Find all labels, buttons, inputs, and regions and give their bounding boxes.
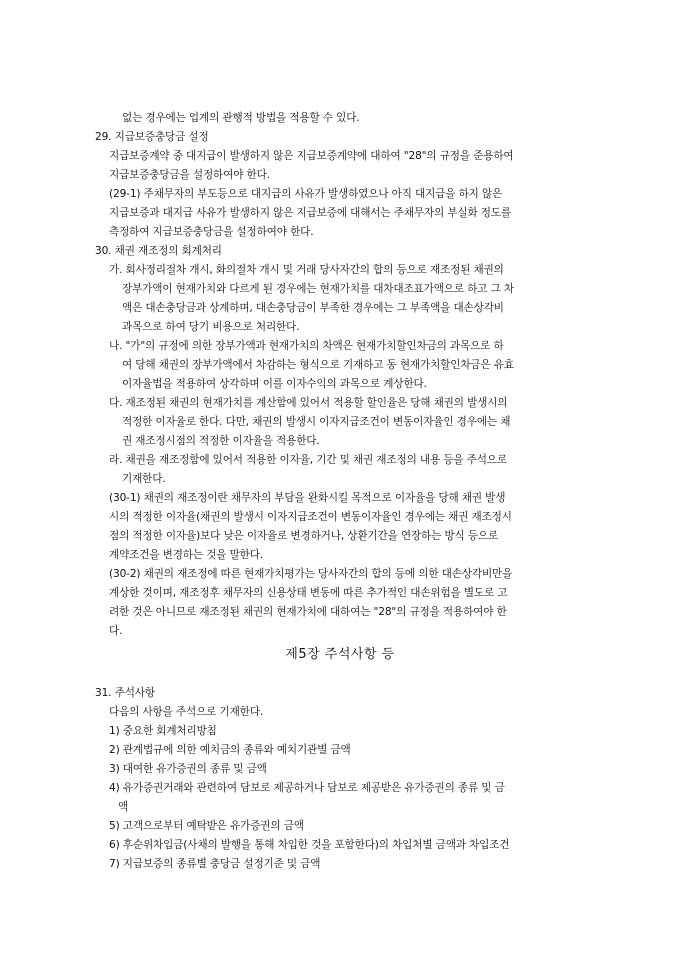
text-line: 려한 것은 아니므로 재조정된 채권의 현재가치에 대하여는 "28"의 규정을 적용하여야 한 xyxy=(109,606,507,618)
text-line: 가. 회사정리절차 개시, 화의절차 개시 및 거래 당사자간의 합의 등으로 재조정된 채권의 xyxy=(109,264,504,276)
list-item: 1) 중요한 회계처리방침 xyxy=(109,725,217,737)
list-item: 6) 후순위차입금(사채의 발행을 통해 차입한 것을 포함한다)의 차입처별 금액과 차입조건 xyxy=(109,839,510,851)
section-heading: 31. 주석사항 xyxy=(95,687,155,699)
chapter-title: 제5장 주석사항 등 xyxy=(285,647,395,662)
text-line: 다. xyxy=(109,625,123,637)
text-line: 나. "가"의 규정에 의한 장부가액과 현재가치의 차액은 현재가치할인차금의 과목으로 하 xyxy=(109,340,504,352)
text-line: 지급보증과 대지급 사유가 발생하지 않은 지급보증에 대해서는 주채무자의 부실화 정도를 xyxy=(109,207,512,219)
text-line: 적정한 이자율로 한다. 다만, 채권의 발생시 이자지급조건이 변동이자율인 경우에는 채 xyxy=(122,416,511,428)
text-line: 장부가액이 현재가치와 다르게 된 경우에는 현재가치를 대차대조표가액으로 하고 그 차 xyxy=(122,283,514,295)
text-line: 라. 채권을 재조정함에 있어서 적용한 이자율, 기간 및 채권 재조정의 내용 등을 주석으로 xyxy=(109,454,507,466)
list-item: 4) 유가증권거래와 관련하여 담보로 제공하거나 담보로 제공받은 유가증권의 종류 및 금 xyxy=(109,782,505,794)
text-line: 계상한 것이며, 재조정후 채무자의 신용상태 변동에 따른 추가적인 대손위험을 별도로 고 xyxy=(109,587,508,599)
text-line: 점의 적정한 이자율)보다 낮은 이자율로 변경하거나, 상환기간을 연장하는 방식 등으로 xyxy=(109,530,499,542)
text-line: 측정하여 지급보증충당금을 설정하여야 한다. xyxy=(109,226,314,238)
text-line: 기재한다. xyxy=(122,473,166,485)
list-item: 5) 고객으로부터 예탁받은 유가증권의 금액 xyxy=(109,820,304,832)
text-line: 액은 대손충당금과 상계하며, 대손충당금이 부족한 경우에는 그 부족액을 대손상각비 xyxy=(122,302,504,314)
text-line: (30-2) 채권의 재조정에 따른 현재가치평가는 당사자간의 합의 등에 의한 대손상각비만을 xyxy=(109,568,513,580)
list-item: 7) 지급보증의 종류별 충당금 설정기준 및 금액 xyxy=(109,858,321,870)
text-line: 과목으로 하여 당기 비용으로 처리한다. xyxy=(122,321,300,333)
text-line: 지급보증계약 중 대지급이 발생하지 않은 지급보증계약에 대하여 "28"의 규정을 준용하여 xyxy=(109,150,514,162)
text-line: (29-1) 주채무자의 부도등으로 대지급의 사유가 발생하였으나 아직 대지급을 하지 않은 xyxy=(109,188,503,200)
text-line: 권 재조정시점의 적정한 이자율을 적용한다. xyxy=(122,435,320,447)
text-line: 지급보증충당금을 설정하여야 한다. xyxy=(109,169,270,181)
text-line: 시의 적정한 이자율(채권의 발생시 이자지급조건이 변동이자율인 경우에는 채권 재조정시 xyxy=(109,511,512,523)
list-item: 2) 관계법규에 의한 예치금의 종류와 예치기관별 금액 xyxy=(109,744,351,756)
text-line: 없는 경우에는 업계의 관행적 방법을 적용할 수 있다. xyxy=(122,112,360,124)
text-line: 다음의 사항을 주석으로 기재한다. xyxy=(109,706,264,718)
list-item: 3) 대여한 유가증권의 종류 및 금액 xyxy=(109,763,267,775)
text-line: 여 당해 채권의 장부가액에서 차감하는 형식으로 기재하고 동 현재가치할인차금은 유효 xyxy=(122,359,514,371)
text-line: 다. 재조정된 채권의 현재가치를 계산함에 있어서 적용할 할인율은 당해 채권의 발생시의 xyxy=(109,397,508,409)
section-heading: 29. 지급보증충당금 설정 xyxy=(95,131,209,143)
list-item: 액 xyxy=(118,801,129,813)
text-line: 계약조건을 변경하는 것을 말한다. xyxy=(109,549,264,561)
text-line: (30-1) 채권의 재조정이란 채무자의 부담을 완화시킬 목적으로 이자율을 당해 채권 발생 xyxy=(109,492,506,504)
section-heading: 30. 채권 재조정의 회계처리 xyxy=(95,245,222,257)
text-line: 이자율법을 적용하여 상각하며 이를 이자수익의 과목으로 계상한다. xyxy=(122,378,427,390)
